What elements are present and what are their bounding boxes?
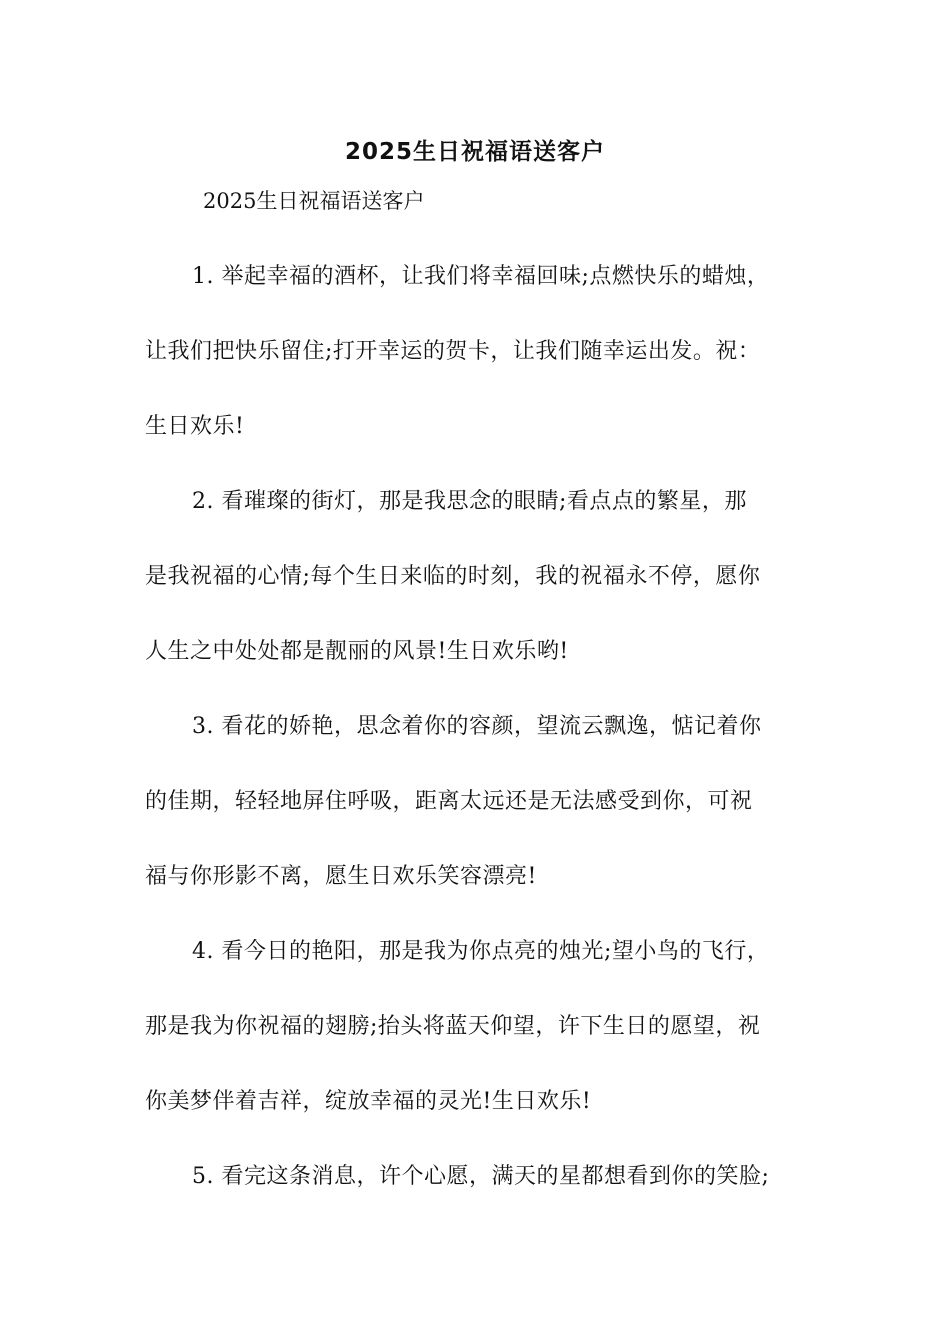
paragraph-4-line-3: 你美梦伴着吉祥，绽放幸福的灵光!生日欢乐! [145,1089,592,1114]
paragraph-3-line-1: 3. 看花的娇艳，思念着你的容颜，望流云飘逸，惦记着你 [192,714,762,739]
paragraph-4-line-2: 那是我为你祝福的翅膀;抬头将蓝天仰望，许下生日的愿望，祝 [145,1014,761,1039]
paragraph-3-line-2: 的佳期，轻轻地屏住呼吸，距离太远还是无法感受到你，可祝 [145,789,753,814]
paragraph-3-line-3: 福与你形影不离，愿生日欢乐笑容漂亮! [145,864,537,889]
paragraph-2-line-2: 是我祝福的心情;每个生日来临的时刻，我的祝福永不停，愿你 [145,564,761,589]
paragraph-2-line-1: 2. 看璀璨的街灯，那是我思念的眼睛;看点点的繁星，那 [192,489,747,514]
paragraph-5-line-1: 5. 看完这条消息，许个心愿，满天的星都想看到你的笑脸; [192,1164,770,1189]
paragraph-1-line-1: 1. 举起幸福的酒杯，让我们将幸福回味;点燃快乐的蜡烛， [192,264,770,289]
document-subtitle: 2025生日祝福语送客户 [203,189,425,213]
document-title: 2025生日祝福语送客户 [344,139,605,165]
paragraph-1-line-2: 让我们把快乐留住;打开幸运的贺卡，让我们随幸运出发。祝： [145,339,761,364]
paragraph-4-line-1: 4. 看今日的艳阳，那是我为你点亮的烛光;望小鸟的飞行， [192,939,770,964]
paragraph-1-line-3: 生日欢乐! [145,414,245,439]
paragraph-2-line-3: 人生之中处处都是靓丽的风景!生日欢乐哟! [145,639,569,664]
